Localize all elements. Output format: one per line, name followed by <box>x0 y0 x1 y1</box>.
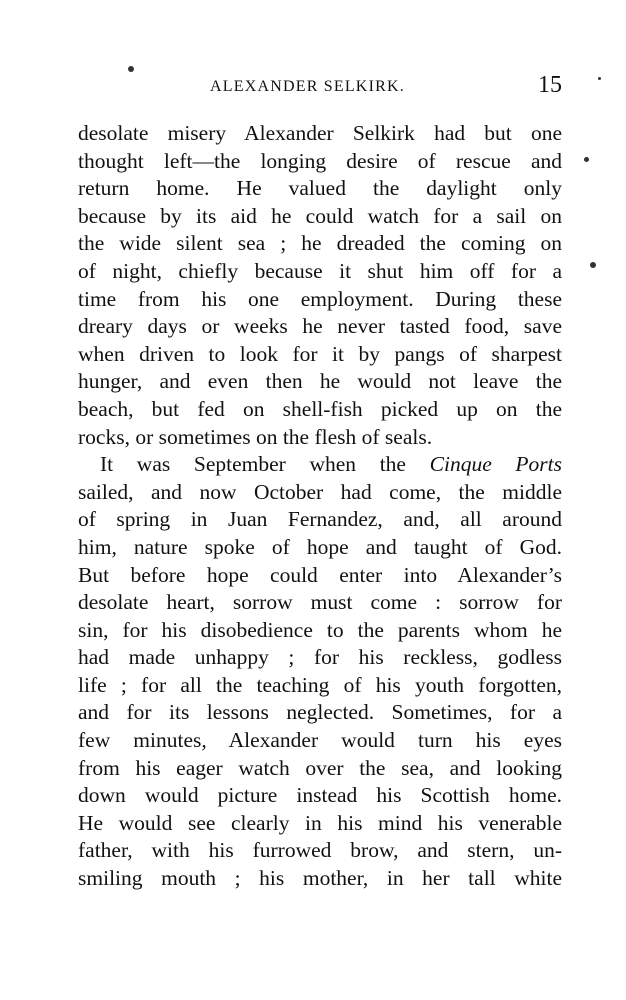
paragraph-1 <box>78 120 562 451</box>
print-speck <box>590 262 596 268</box>
text-line: when driven to look for it by pangs of sharpest <box>78 341 562 366</box>
print-speck <box>598 77 601 80</box>
text-run: It was September when the <box>100 452 430 477</box>
text-line: hunger, and even then he would not leave the <box>78 369 562 394</box>
text-line: dreary days or weeks he never tasted food, save <box>78 314 562 339</box>
paragraph-2 <box>78 451 562 893</box>
text-line: of spring in Juan Fernandez, and, all around <box>78 507 562 532</box>
text-line: thought left—the longing desire of rescue and <box>78 148 562 173</box>
text-line: time from his one employment. During these <box>78 286 562 311</box>
body-text <box>78 120 562 893</box>
text-line: of night, chiefly because it shut him off for a <box>78 258 562 283</box>
text-line: and for its lessons neglected. Sometimes, for a <box>78 700 562 725</box>
text-line: had made unhappy ; for his reckless, godless <box>78 645 562 670</box>
text-line: sin, for his disobedience to the parents whom he <box>78 617 562 642</box>
page-number: 15 <box>538 72 562 98</box>
text-line: desolate misery Alexander Selkirk had but one <box>78 121 562 145</box>
text-line: few minutes, Alexander would turn his eyes <box>78 728 562 753</box>
text-line: from his eager watch over the sea, and looking <box>78 755 562 780</box>
running-head: ALEXANDER SELKIRK. <box>210 78 405 95</box>
text-line: smiling mouth ; his mother, in her tall white <box>78 866 562 891</box>
text-line: He would see clearly in his mind his venerable <box>78 810 562 835</box>
text-line: sailed, and now October had come, the middle <box>78 479 562 504</box>
text-line: beach, but fed on shell-fish picked up on the <box>78 396 562 421</box>
print-speck <box>584 157 589 162</box>
text-line <box>78 451 562 479</box>
text-line: desolate heart, sorrow must come : sorrow for <box>78 590 562 615</box>
text-line: rocks, or sometimes on the flesh of seals. <box>78 424 433 449</box>
text-line: the wide silent sea ; he dreaded the coming on <box>78 231 562 256</box>
text-line: father, with his furrowed brow, and stern, un- <box>78 838 562 863</box>
text-line: life ; for all the teaching of his youth forgotten, <box>78 672 562 697</box>
text-line: him, nature spoke of hope and taught of God. <box>78 534 562 559</box>
page-header <box>78 72 562 102</box>
text-line: because by its aid he could watch for a sail on <box>78 203 562 228</box>
text-line: down would picture instead his Scottish home. <box>78 783 562 808</box>
ship-name: Cinque Ports <box>429 452 562 477</box>
text-line: But before hope could enter into Alexander’s <box>78 562 562 587</box>
text-line: return home. He valued the daylight only <box>78 176 562 201</box>
